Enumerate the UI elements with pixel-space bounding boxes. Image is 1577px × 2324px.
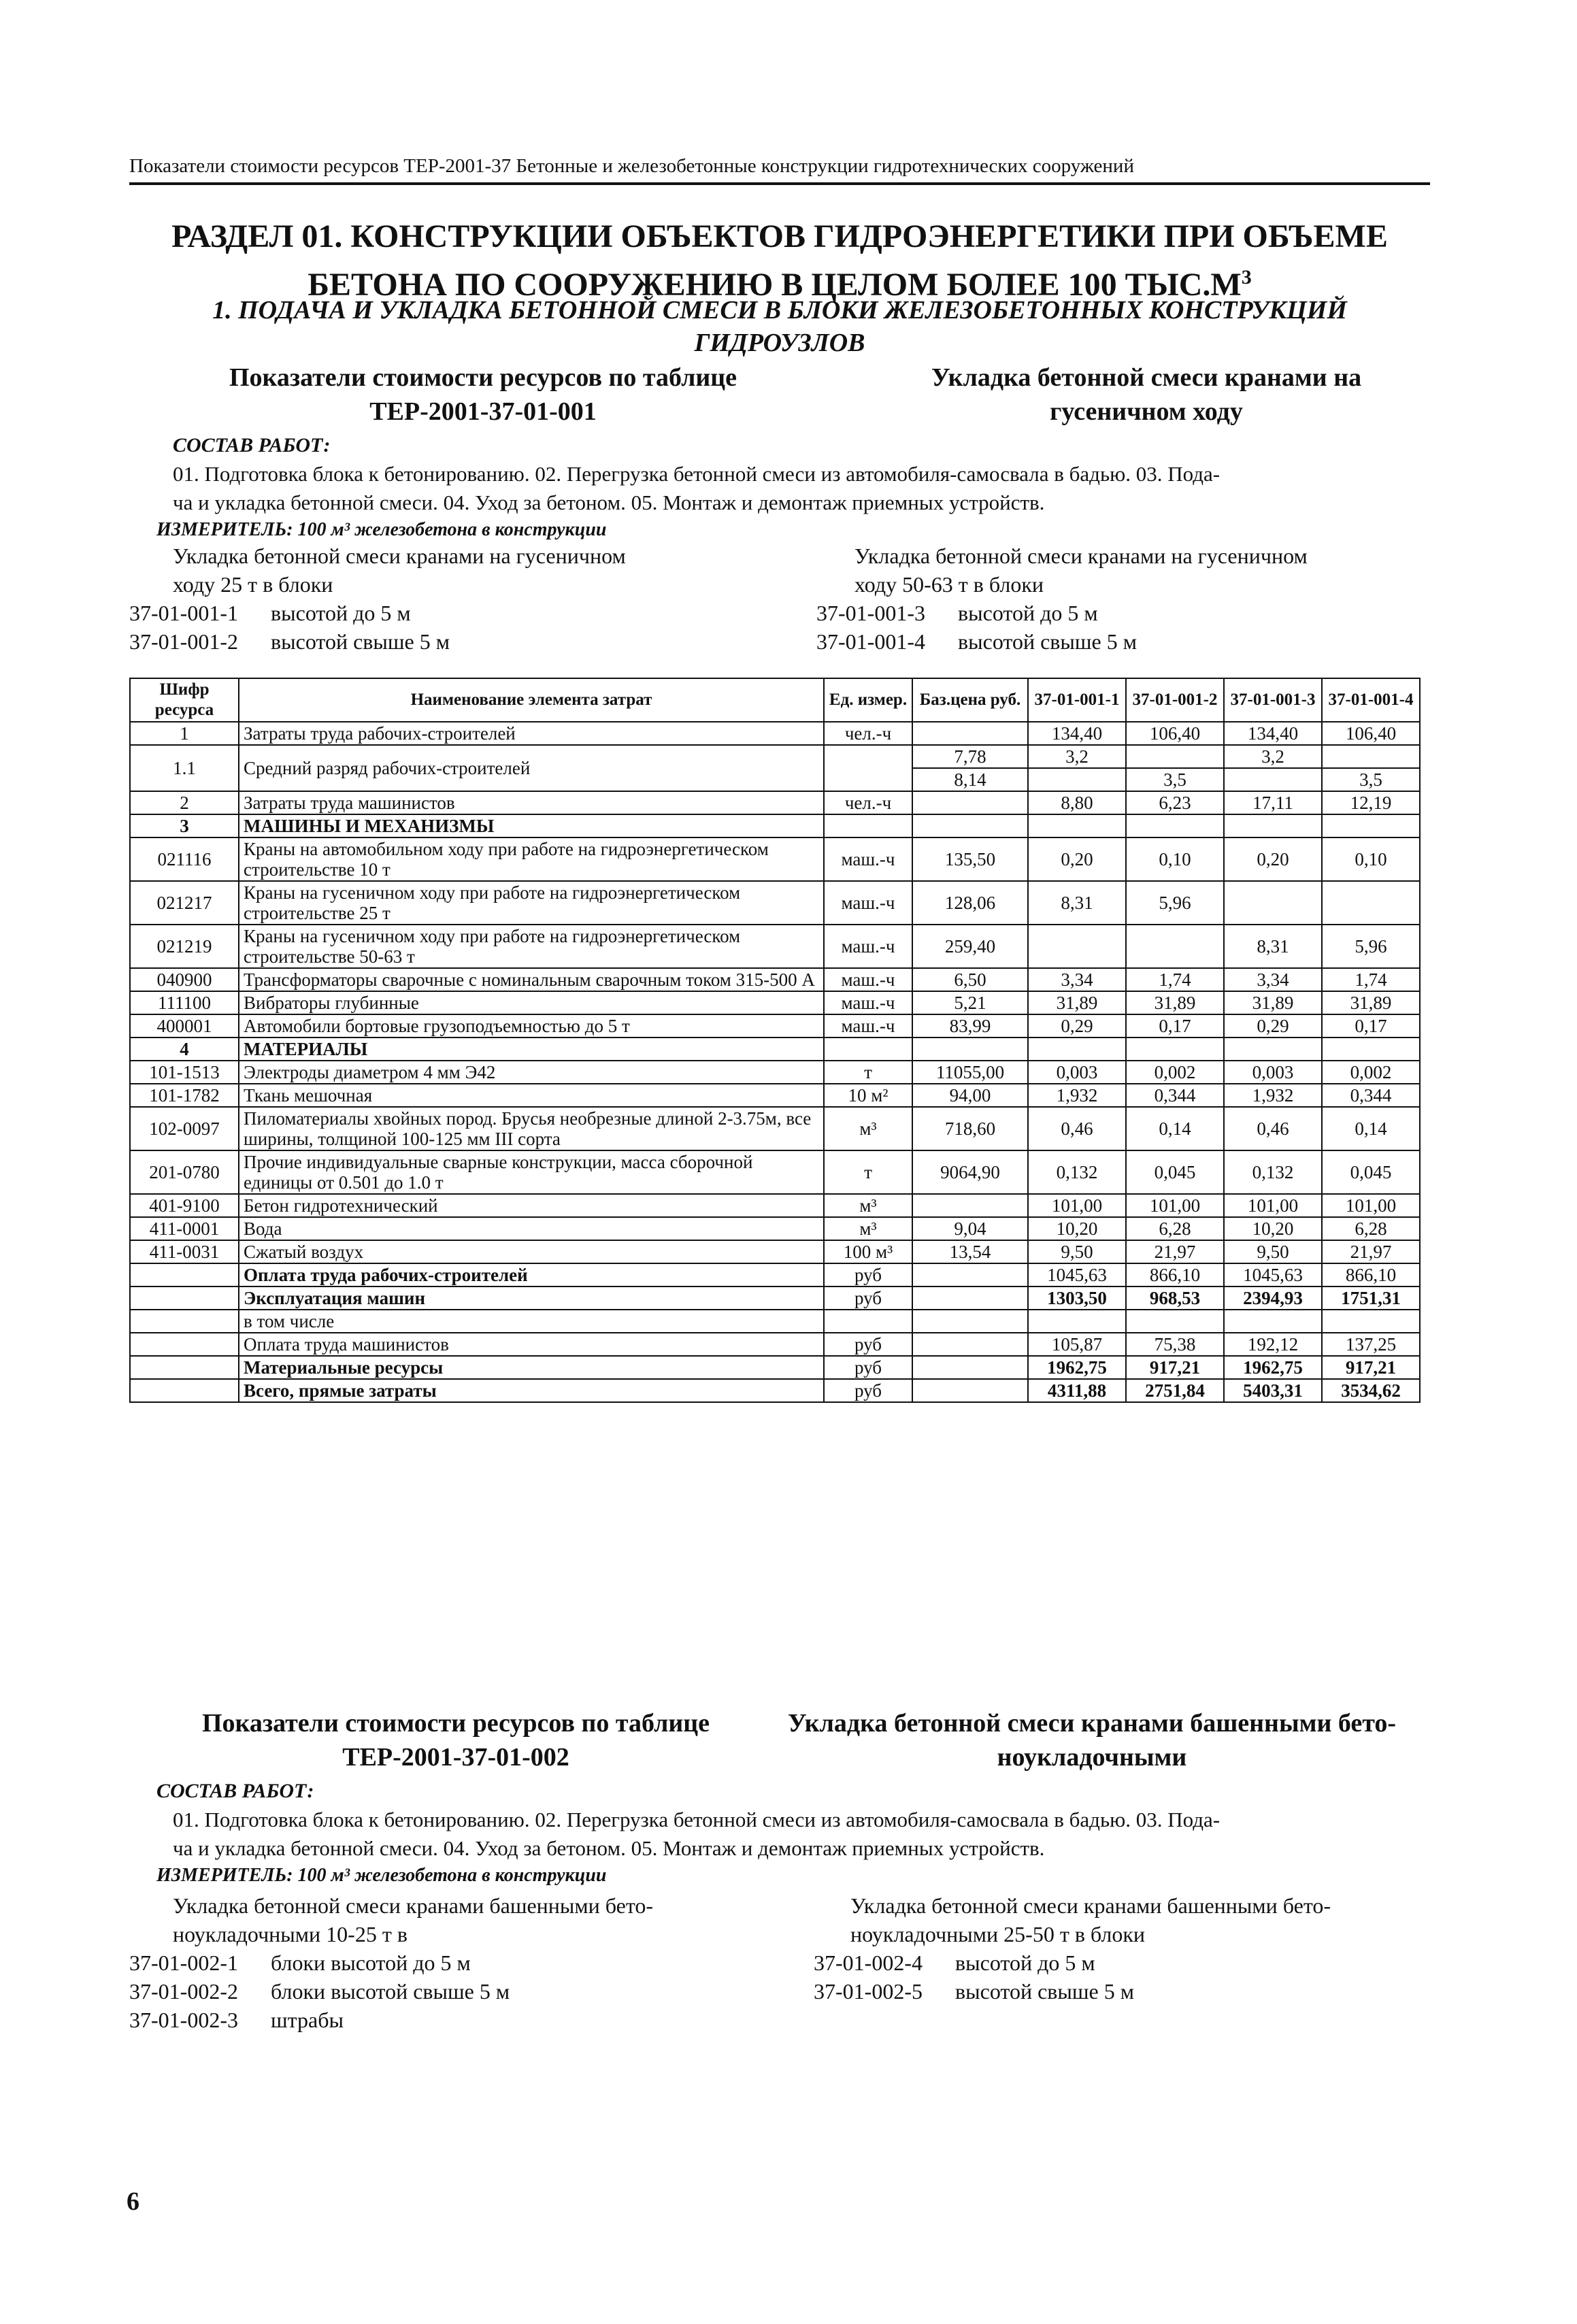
cell-value: 0,132 bbox=[1028, 1150, 1126, 1194]
cell-value: 9,50 bbox=[1224, 1240, 1322, 1263]
table-row bbox=[130, 1217, 1420, 1240]
table2-caption-right: Укладка бетонной смеси кранами башенными бето- ноукладочными bbox=[787, 1709, 1397, 1772]
cell-value: 21,97 bbox=[1322, 1240, 1420, 1263]
summary-row bbox=[130, 1310, 1420, 1333]
cell-unit: руб bbox=[824, 1286, 912, 1310]
cell-unit: м³ bbox=[824, 1107, 912, 1150]
cell-value: 8,31 bbox=[1224, 925, 1322, 968]
cell-value: 5,96 bbox=[1126, 881, 1224, 925]
cell-value: 105,87 bbox=[1028, 1333, 1126, 1356]
cell-value: 6,28 bbox=[1322, 1217, 1420, 1240]
header-col-3: 37-01-001-3 bbox=[1224, 678, 1322, 722]
cell-price: 128,06 bbox=[912, 881, 1028, 925]
cell-value: 21,97 bbox=[1126, 1240, 1224, 1263]
cell-value: 0,29 bbox=[1224, 1014, 1322, 1038]
summary-row bbox=[130, 1263, 1420, 1286]
cell-code: 401-9100 bbox=[130, 1194, 239, 1217]
cell-code: 101-1513 bbox=[130, 1061, 239, 1084]
cell-unit: чел.-ч bbox=[824, 722, 912, 745]
cell-value: 866,10 bbox=[1126, 1263, 1224, 1286]
cell-value: 3534,62 bbox=[1322, 1379, 1420, 1402]
cell-value: 2394,93 bbox=[1224, 1286, 1322, 1310]
cell-value: 0,132 bbox=[1224, 1150, 1322, 1194]
cell-value: 134,40 bbox=[1028, 722, 1126, 745]
cell-value: 0,20 bbox=[1028, 837, 1126, 881]
cell-value: 1962,75 bbox=[1224, 1356, 1322, 1379]
cell-value: 1045,63 bbox=[1224, 1263, 1322, 1286]
cell-value bbox=[1028, 925, 1126, 968]
cell-value: 101,00 bbox=[1028, 1194, 1126, 1217]
cell-unit: т bbox=[824, 1061, 912, 1084]
cell-value: 106,40 bbox=[1322, 722, 1420, 745]
cell-value bbox=[1126, 745, 1224, 768]
cell-unit: руб bbox=[824, 1263, 912, 1286]
cell-value: 12,19 bbox=[1322, 791, 1420, 814]
cell-value: 106,40 bbox=[1126, 722, 1224, 745]
code-item: 37-01-001-1 высотой до 5 м bbox=[129, 601, 411, 625]
cell-name: Бетон гидротехнический bbox=[239, 1194, 824, 1217]
cell-name: Пиломатериалы хвойных пород. Брусья необрезные длиной 2-3.75м, все ширины, толщиной 100-125 мм III сорта bbox=[239, 1107, 824, 1150]
cell-name: Ткань мешочная bbox=[239, 1084, 824, 1107]
cell-code: 1 bbox=[130, 722, 239, 745]
table2-measurer: ИЗМЕРИТЕЛЬ: 100 м³ железобетона в конструкции bbox=[156, 1865, 607, 1886]
subsection-title-line-1: 1. ПОДАЧА И УКЛАДКА БЕТОННОЙ СМЕСИ В БЛОКИ ЖЕЛЕЗОБЕТОННЫХ КОНСТРУКЦИЙ bbox=[212, 296, 1347, 325]
header-code: Шифр ресурса bbox=[130, 678, 239, 722]
cell-value: 17,11 bbox=[1224, 791, 1322, 814]
cell-name: Средний разряд рабочих-строителей bbox=[239, 745, 824, 791]
table2-codes-left bbox=[129, 1948, 510, 2034]
cell-value: 0,17 bbox=[1322, 1014, 1420, 1038]
table-row bbox=[130, 1194, 1420, 1217]
cell-value: 0,29 bbox=[1028, 1014, 1126, 1038]
cell-unit: маш.-ч bbox=[824, 837, 912, 881]
code-item: 37-01-001-4 высотой свыше 5 м bbox=[816, 629, 1137, 654]
cell-value: 1,74 bbox=[1126, 968, 1224, 991]
cell-value: 968,53 bbox=[1126, 1286, 1224, 1310]
table2-right-group: Укладка бетонной смеси кранами башенными бето- ноукладочными 25-50 т в блоки bbox=[850, 1893, 1331, 1946]
table1-measurer: ИЗМЕРИТЕЛЬ: 100 м³ железобетона в конструкции bbox=[156, 519, 607, 540]
cell-value: 5403,31 bbox=[1224, 1379, 1322, 1402]
cell-price: 5,21 bbox=[912, 991, 1028, 1014]
cell-value: 101,00 bbox=[1224, 1194, 1322, 1217]
cell-value: 0,17 bbox=[1126, 1014, 1224, 1038]
running-header: Показатели стоимости ресурсов ТЕР-2001-37 Бетонные и железобетонные конструкции гидротехнических сооружений bbox=[129, 152, 1430, 185]
cell-name: Автомобили бортовые грузоподъемностью до 5 т bbox=[239, 1014, 824, 1038]
cell-value: 8,31 bbox=[1028, 881, 1126, 925]
cell-name: Вода bbox=[239, 1217, 824, 1240]
cell-value: 8,80 bbox=[1028, 791, 1126, 814]
cell-code: 040900 bbox=[130, 968, 239, 991]
header-name: Наименование элемента затрат bbox=[239, 678, 824, 722]
cell-value: 75,38 bbox=[1126, 1333, 1224, 1356]
summary-row bbox=[130, 1356, 1420, 1379]
summary-row bbox=[130, 1379, 1420, 1402]
cell-price: 135,50 bbox=[912, 837, 1028, 881]
cell-value: 0,344 bbox=[1322, 1084, 1420, 1107]
cell-price: 83,99 bbox=[912, 1014, 1028, 1038]
cell-value bbox=[1322, 881, 1420, 925]
cell-value: 0,14 bbox=[1126, 1107, 1224, 1150]
table-row bbox=[130, 745, 1420, 768]
code-item: 37-01-001-3 высотой до 5 м bbox=[816, 601, 1098, 625]
table-row bbox=[130, 991, 1420, 1014]
table-row bbox=[130, 837, 1420, 881]
cell-price: 13,54 bbox=[912, 1240, 1028, 1263]
table1-right-group: Укладка бетонной смеси кранами на гусеничном ходу 50-63 т в блоки bbox=[854, 544, 1308, 597]
cell-name: Электроды диаметром 4 мм Э42 bbox=[239, 1061, 824, 1084]
cell-name: Прочие индивидуальные сварные конструкции, масса сборочной единицы от 0.501 до 1.0 т bbox=[239, 1150, 824, 1194]
cell-value: 1751,31 bbox=[1322, 1286, 1420, 1310]
cell-code: 1.1 bbox=[130, 745, 239, 791]
cell-value: 0,045 bbox=[1126, 1150, 1224, 1194]
cell-price: 7,78 bbox=[912, 745, 1028, 768]
cell-value: 134,40 bbox=[1224, 722, 1322, 745]
cell-value: 5,96 bbox=[1322, 925, 1420, 968]
table1-left-group: Укладка бетонной смеси кранами на гусеничном ходу 25 т в блоки bbox=[173, 544, 626, 597]
header-col-1: 37-01-001-1 bbox=[1028, 678, 1126, 722]
table2-codes-right bbox=[814, 1948, 1134, 2006]
table1-codes-right bbox=[816, 599, 1137, 656]
summary-label: Всего, прямые затраты bbox=[239, 1379, 824, 1402]
cell-name: Затраты труда машинистов bbox=[239, 791, 824, 814]
cell-value: 866,10 bbox=[1322, 1263, 1420, 1286]
table-row bbox=[130, 1061, 1420, 1084]
cell-unit: маш.-ч bbox=[824, 881, 912, 925]
cell-value: 0,46 bbox=[1224, 1107, 1322, 1150]
code-item: 37-01-002-4 высотой до 5 м bbox=[814, 1950, 1095, 1975]
cell-price: 718,60 bbox=[912, 1107, 1028, 1150]
table-row bbox=[130, 1150, 1420, 1194]
table2-works-text: 01. Подготовка блока к бетонированию. 02. Перегрузка бетонной смеси из автомобиля-самосвала в бадью. 03. Пода- ча и укладка бетонной смеси. 04. Уход за бетоном. 05. Монтаж и демонтаж приемных устройств. bbox=[173, 1808, 1221, 1860]
code-item: 37-01-001-2 высотой свыше 5 м bbox=[129, 629, 450, 654]
cell-value bbox=[1322, 745, 1420, 768]
cell-code: 021116 bbox=[130, 837, 239, 881]
summary-row bbox=[130, 1286, 1420, 1310]
page-number: 6 bbox=[127, 2187, 139, 2216]
table-row bbox=[130, 1240, 1420, 1263]
cell-value: 1045,63 bbox=[1028, 1263, 1126, 1286]
cell-value: 917,21 bbox=[1322, 1356, 1420, 1379]
cell-code: 021219 bbox=[130, 925, 239, 968]
cell-name: МАШИНЫ И МЕХАНИЗМЫ bbox=[239, 814, 824, 837]
table2-works-label: СОСТАВ РАБОТ: bbox=[156, 1780, 314, 1802]
summary-label: Оплата труда рабочих-строителей bbox=[239, 1263, 824, 1286]
cell-name: МАТЕРИАЛЫ bbox=[239, 1038, 824, 1061]
section-title-line-2: БЕТОНА ПО СООРУЖЕНИЮ В ЦЕЛОМ БОЛЕЕ 100 $ТЫС.М^3$ bbox=[308, 266, 1252, 303]
cell-unit: маш.-ч bbox=[824, 925, 912, 968]
cell-price: 259,40 bbox=[912, 925, 1028, 968]
table1-works-text: 01. Подготовка блока к бетонированию. 02. Перегрузка бетонной смеси из автомобиля-самосвала в бадью. 03. Пода- ча и укладка бетонной смеси. 04. Уход за бетоном. 05. Монтаж и демонтаж приемных устройств. bbox=[173, 462, 1221, 514]
cell-value: 192,12 bbox=[1224, 1333, 1322, 1356]
cell-value: 101,00 bbox=[1322, 1194, 1420, 1217]
cell-value: 137,25 bbox=[1322, 1333, 1420, 1356]
cell-price: 8,14 bbox=[912, 768, 1028, 791]
cell-price: 6,50 bbox=[912, 968, 1028, 991]
section-title-line-1: РАЗДЕЛ 01. КОНСТРУКЦИИ ОБЪЕКТОВ ГИДРОЭНЕРГЕТИКИ ПРИ ОБЪЕМЕ bbox=[171, 218, 1388, 254]
cell-price bbox=[912, 722, 1028, 745]
cell-code: 101-1782 bbox=[130, 1084, 239, 1107]
table-row bbox=[130, 968, 1420, 991]
cell-value: 0,002 bbox=[1126, 1061, 1224, 1084]
code-item: 37-01-002-3 штрабы bbox=[129, 2008, 344, 2032]
summary-label: Эксплуатация машин bbox=[239, 1286, 824, 1310]
cell-code: 411-0031 bbox=[130, 1240, 239, 1263]
cell-unit: руб bbox=[824, 1333, 912, 1356]
cell-value: 0,20 bbox=[1224, 837, 1322, 881]
cell-code: 021217 bbox=[130, 881, 239, 925]
summary-label: Оплата труда машинистов bbox=[239, 1333, 824, 1356]
cell-price bbox=[912, 1194, 1028, 1217]
cell-value: 0,003 bbox=[1028, 1061, 1126, 1084]
cell-value: 3,34 bbox=[1028, 968, 1126, 991]
cell-code: 3 bbox=[130, 814, 239, 837]
resource-cost-table bbox=[129, 678, 1421, 1403]
cell-value: 917,21 bbox=[1126, 1356, 1224, 1379]
code-item: 37-01-002-5 высотой свыше 5 м bbox=[814, 1979, 1134, 2004]
table-row bbox=[130, 925, 1420, 968]
cell-value: 0,002 bbox=[1322, 1061, 1420, 1084]
cell-name: Затраты труда рабочих-строителей bbox=[239, 722, 824, 745]
cell-price: 11055,00 bbox=[912, 1061, 1028, 1084]
section-title bbox=[129, 216, 1430, 305]
cell-unit: т bbox=[824, 1150, 912, 1194]
cell-value: 31,89 bbox=[1224, 991, 1322, 1014]
table-row bbox=[130, 881, 1420, 925]
header-col-2: 37-01-001-2 bbox=[1126, 678, 1224, 722]
table1-caption-right: Укладка бетонной смеси кранами на гусеничном ходу bbox=[931, 363, 1362, 426]
cell-value: 31,89 bbox=[1126, 991, 1224, 1014]
header-col-4: 37-01-001-4 bbox=[1322, 678, 1420, 722]
cell-value: 0,10 bbox=[1322, 837, 1420, 881]
cell-price: 9,04 bbox=[912, 1217, 1028, 1240]
cell-unit: чел.-ч bbox=[824, 791, 912, 814]
cell-code: 4 bbox=[130, 1038, 239, 1061]
cell-value: 3,2 bbox=[1224, 745, 1322, 768]
cell-value: 0,045 bbox=[1322, 1150, 1420, 1194]
cell-name: Трансформаторы сварочные с номинальным сварочным током 315-500 А bbox=[239, 968, 824, 991]
cell-value: 10,20 bbox=[1028, 1217, 1126, 1240]
summary-label: в том числе bbox=[239, 1310, 824, 1333]
table2-left-group: Укладка бетонной смеси кранами башенными бето- ноукладочными 10-25 т в bbox=[173, 1893, 654, 1946]
table1-caption-left: Показатели стоимости ресурсов по таблице ТЕР-2001-37-01-001 bbox=[229, 363, 737, 426]
table-row bbox=[130, 1084, 1420, 1107]
cell-unit: м³ bbox=[824, 1194, 912, 1217]
cell-price: 9064,90 bbox=[912, 1150, 1028, 1194]
cell-value: 4311,88 bbox=[1028, 1379, 1126, 1402]
cell-name: Краны на гусеничном ходу при работе на гидроэнергетическом строительстве 50-63 т bbox=[239, 925, 824, 968]
cell-value: 9,50 bbox=[1028, 1240, 1126, 1263]
cell-value: 10,20 bbox=[1224, 1217, 1322, 1240]
cell-unit: маш.-ч bbox=[824, 991, 912, 1014]
cell-value: 31,89 bbox=[1028, 991, 1126, 1014]
cell-unit: маш.-ч bbox=[824, 968, 912, 991]
cell-value: 1303,50 bbox=[1028, 1286, 1126, 1310]
table-row bbox=[130, 722, 1420, 745]
summary-row bbox=[130, 1333, 1420, 1356]
cell-value: 3,34 bbox=[1224, 968, 1322, 991]
cell-value bbox=[1224, 881, 1322, 925]
table1-codes-left bbox=[129, 599, 450, 656]
cell-unit: маш.-ч bbox=[824, 1014, 912, 1038]
cell-value: 3,5 bbox=[1126, 768, 1224, 791]
cell-unit bbox=[824, 745, 912, 791]
cell-value bbox=[1126, 925, 1224, 968]
cell-value: 3,5 bbox=[1322, 768, 1420, 791]
cell-price bbox=[912, 791, 1028, 814]
cell-code: 2 bbox=[130, 791, 239, 814]
subsection-title-line-2: ГИДРОУЗЛОВ bbox=[694, 329, 865, 357]
cell-value: 1,74 bbox=[1322, 968, 1420, 991]
cell-price: 94,00 bbox=[912, 1084, 1028, 1107]
table-header-row bbox=[130, 678, 1420, 722]
code-item: 37-01-002-2 блоки высотой свыше 5 м bbox=[129, 1979, 510, 2004]
cell-code: 201-0780 bbox=[130, 1150, 239, 1194]
header-price: Баз.цена руб. bbox=[912, 678, 1028, 722]
cell-code: 102-0097 bbox=[130, 1107, 239, 1150]
cell-code: 400001 bbox=[130, 1014, 239, 1038]
cell-value: 101,00 bbox=[1126, 1194, 1224, 1217]
cell-unit: руб bbox=[824, 1379, 912, 1402]
subsection-title bbox=[129, 294, 1430, 359]
cell-value: 0,003 bbox=[1224, 1061, 1322, 1084]
cell-value: 6,28 bbox=[1126, 1217, 1224, 1240]
cell-value: 0,10 bbox=[1126, 837, 1224, 881]
header-unit: Ед. измер. bbox=[824, 678, 912, 722]
cell-value: 0,14 bbox=[1322, 1107, 1420, 1150]
cell-name: Краны на автомобильном ходу при работе на гидроэнергетическом строительстве 10 т bbox=[239, 837, 824, 881]
cell-name: Вибраторы глубинные bbox=[239, 991, 824, 1014]
cell-unit: руб bbox=[824, 1356, 912, 1379]
cell-name: Краны на гусеничном ходу при работе на гидроэнергетическом строительстве 25 т bbox=[239, 881, 824, 925]
cell-value: 31,89 bbox=[1322, 991, 1420, 1014]
cell-value: 1962,75 bbox=[1028, 1356, 1126, 1379]
cell-value: 2751,84 bbox=[1126, 1379, 1224, 1402]
table2-caption-left: Показатели стоимости ресурсов по таблице ТЕР-2001-37-01-002 bbox=[201, 1709, 710, 1772]
cell-code: 411-0001 bbox=[130, 1217, 239, 1240]
cell-value: 1,932 bbox=[1224, 1084, 1322, 1107]
cell-unit: 100 м³ bbox=[824, 1240, 912, 1263]
table-row bbox=[130, 1014, 1420, 1038]
cell-value: 1,932 bbox=[1028, 1084, 1126, 1107]
cell-unit: 10 м² bbox=[824, 1084, 912, 1107]
code-item: 37-01-002-1 блоки высотой до 5 м bbox=[129, 1950, 471, 1975]
cell-unit: м³ bbox=[824, 1217, 912, 1240]
cell-value: 6,23 bbox=[1126, 791, 1224, 814]
cell-value bbox=[1028, 768, 1126, 791]
summary-label: Материальные ресурсы bbox=[239, 1356, 824, 1379]
table-group-row bbox=[130, 814, 1420, 837]
cell-name: Сжатый воздух bbox=[239, 1240, 824, 1263]
table-group-row bbox=[130, 1038, 1420, 1061]
table-row bbox=[130, 1107, 1420, 1150]
table-row bbox=[130, 791, 1420, 814]
cell-code: 111100 bbox=[130, 991, 239, 1014]
cell-value bbox=[1224, 768, 1322, 791]
table1-works-label: СОСТАВ РАБОТ: bbox=[173, 434, 331, 456]
cell-value: 0,344 bbox=[1126, 1084, 1224, 1107]
cell-value: 3,2 bbox=[1028, 745, 1126, 768]
cell-value: 0,46 bbox=[1028, 1107, 1126, 1150]
